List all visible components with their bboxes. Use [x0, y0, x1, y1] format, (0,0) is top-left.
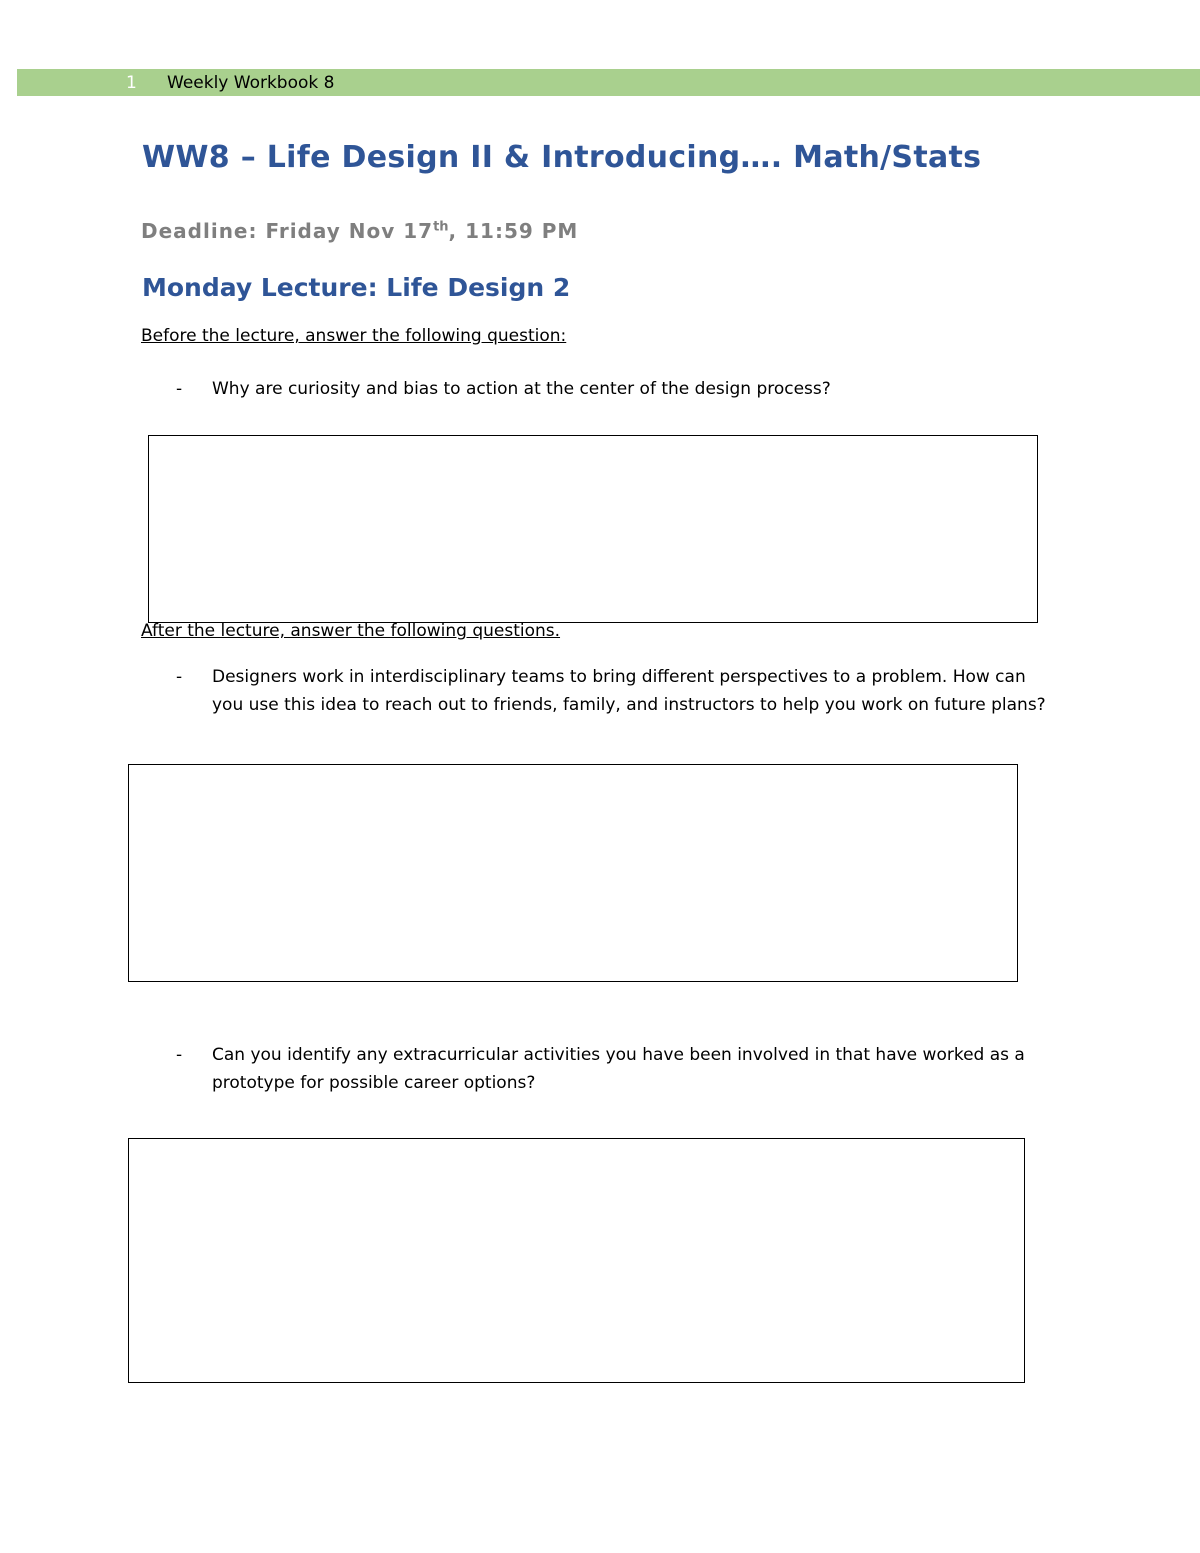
question-item	[176, 375, 1076, 403]
bullet-dash: -	[176, 379, 183, 399]
question-item	[176, 663, 1056, 747]
page-number: 1	[126, 73, 137, 93]
bullet-dash: -	[176, 1045, 183, 1065]
header-title: Weekly Workbook 8	[167, 73, 335, 93]
after-lecture-instruction: After the lecture, answer the following questions.	[141, 621, 561, 641]
question-item	[176, 1041, 1056, 1097]
deadline-date: Deadline: Friday Nov 17	[141, 219, 434, 243]
question-text: Why are curiosity and bias to action at the center of the design process?	[212, 379, 831, 399]
deadline-date-suffix: th	[433, 219, 449, 235]
section-heading: Monday Lecture: Life Design 2	[142, 273, 571, 302]
question-text: Designers work in interdisciplinary teams to bring different perspectives to a problem. How can you use this idea to reach out to friends, family, and instructors to help you work on future plans?	[212, 667, 1046, 715]
deadline-time: , 11:59 PM	[448, 219, 579, 243]
before-lecture-instruction: Before the lecture, answer the following question:	[141, 326, 567, 346]
answer-box-3[interactable]	[128, 1138, 1025, 1383]
deadline	[141, 219, 578, 243]
question-text: Can you identify any extracurricular activities you have been involved in that have worked as a prototype for possible career options?	[212, 1045, 1025, 1093]
answer-box-1[interactable]	[148, 435, 1038, 623]
bullet-dash: -	[176, 667, 183, 687]
document-title: WW8 – Life Design II & Introducing…. Math/Stats	[142, 140, 982, 175]
answer-box-2[interactable]	[128, 764, 1018, 982]
